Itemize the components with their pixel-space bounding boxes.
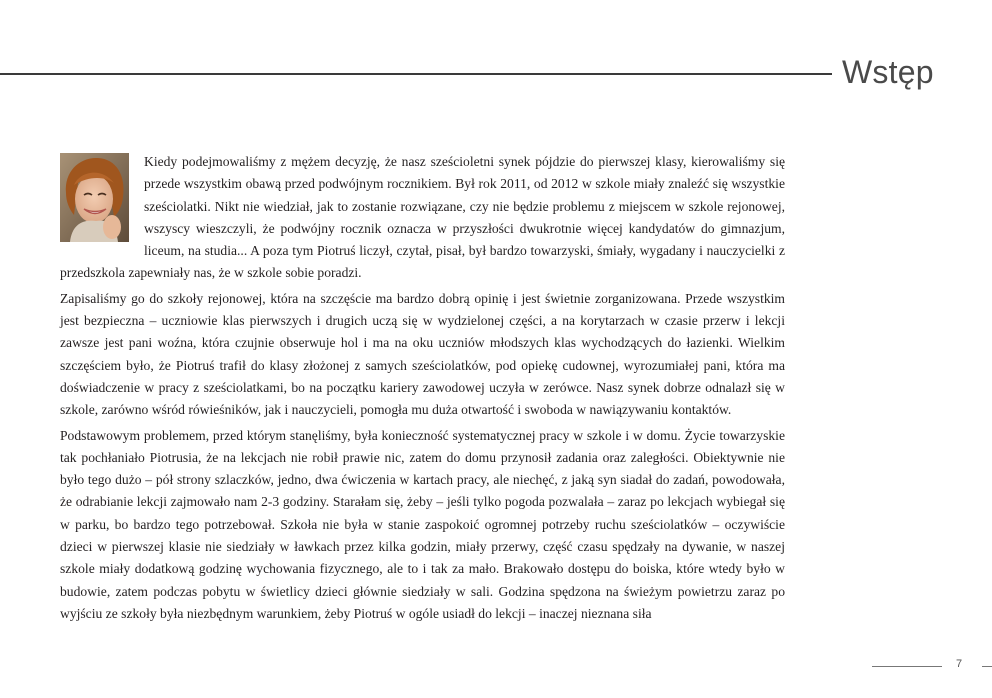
paragraph-3: Podstawowym problemem, przed którym stanęliśmy, była konieczność systematycznej pracy w szkole i w domu. Życie towarzyskie tak pochłaniało Piotrusia, że na lekcjach nie robił prawie nic, zatem do domu przynosił zadania oraz zaległości. Obiektywnie nie było tego dużo – pół strony szlaczków, jedno, dwa ćwiczenia w kartach pracy, ale niechęć, z jaką syn siadał do zadań, powodowała, że odrabianie lekcji zajmowało nam 2-3 godziny. Starałam się, żeby – jeśli tylko pogoda pozwalała – zaraz po lekcjach wybiegał się w parku, bo bardzo tego potrzebował. Szkoła nie była w stanie zaspokoić ogromnej potrzeby ruchu sześciolatków – oczywiście dzieci w pierwszej klasie nie siedziały w ławkach przez kilka godzin, miały przerwy, część czasu spędzały na dywanie, w naszej szkole miały dodatkową godzinę wychowania fizycznego, ale to i tak za mało. Brakowało dostępu do boiska, które wtedy było w budowie, zatem podczas pobytu w świetlicy dzieci głównie siedziały w sali. Godzina spędzona na świeżym powietrzu zaraz po wyjściu ze szkoły była niezbędnym warunkiem, żeby Piotruś w ogóle usiadł do lekcji – inaczej nieznana siła (60, 427, 785, 621)
page-footer (872, 656, 992, 676)
paragraph-1: Kiedy podejmowaliśmy z mężem decyzję, że nasz sześcioletni synek pójdzie do pierwszej klasy, kierowaliśmy się przede wszystkim obawą przed podwójnym rocznikiem. Był rok 2011, od 2012 w szkole miały znaleźć się wszystkie sześciolatki. Nikt nie wiedział, jak to zostanie rozwiązane, czy nie będzie problemu z miejscem w szkole rejonowej, wszyscy wieszczyli, że podwójny rocznik oznacza w przyszłości dwukrotnie więcej kandydatów do gimnazjum, liceum, na studia... A poza tym Piotruś liczył, czytał, pisał, był bardzo towarzyski, śmiały, wygadany i nauczycielki z przedszkola zapewniały nas, że w szkole sobie poradzi. (60, 154, 785, 281)
footer-rule-left (872, 666, 942, 667)
paragraph-2: Zapisaliśmy go do szkoły rejonowej, która na szczęście ma bardzo dobrą opinię i jest świetnie zorganizowana. Przede wszystkim jest bezpieczna – uczniowie klas pierwszych i drugich uczą się w wydzielonej części, a na korytarzach w czasie przerw i lekcji zawsze jest pani woźna, która czujnie obserwuje hol i ma na oku uczniów młodszych klas wychodzących do łazienki. Wielkim szczęściem było, że Piotruś trafił do klasy złożonej z samych sześciolatków, pod opiekę cudownej, wyrozumiałej pani, która ma doświadczenie w pracy z sześciolatkami, bo na początku kariery zawodowej uczyła w zerówce. Nasz synek dobrze odnalazł się w szkole, zarówno wśród rówieśników, jak i nauczycieli, pomogła mu duża otwartość i swoboda w nawiązywaniu kontaktów. (60, 290, 785, 418)
footer-rule-right (982, 666, 992, 667)
chapter-title: Wstęp (842, 54, 934, 90)
page-number: 7 (956, 658, 963, 670)
body-text (60, 151, 785, 628)
header-rule (0, 73, 832, 75)
